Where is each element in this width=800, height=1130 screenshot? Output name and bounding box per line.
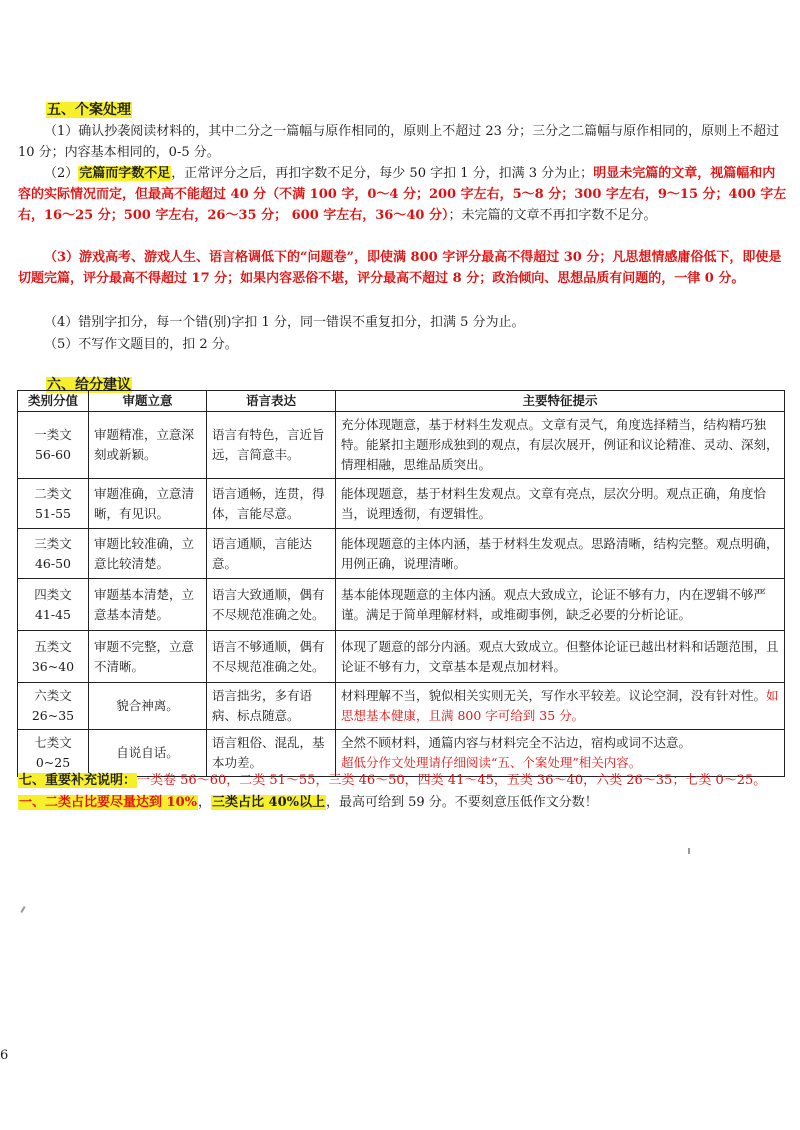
- header-theme: 审题立意: [89, 391, 207, 412]
- cell-theme: 审题比较准确，立意比较清楚。: [89, 529, 207, 579]
- cell-language: 语言拙劣，多有语病、标点随意。: [207, 683, 336, 730]
- category-name: 一类文: [34, 427, 72, 442]
- category-score: 46-50: [34, 555, 72, 571]
- cell-category: [18, 579, 89, 631]
- feature-note: 如思想基本健康，且满 800 字可给到 35 分。: [341, 688, 779, 723]
- cell-theme: 审题不完整，立意不清晰。: [89, 631, 207, 683]
- category-score: 56-60: [34, 447, 72, 462]
- feature-text: 材料理解不当，貌似相关实则无关，写作水平较差。议论空洞，没有针对性。: [341, 688, 767, 703]
- feature-text: 全然不顾材料，通篇内容与材料完全不沾边，宿构或词不达意。: [341, 735, 692, 750]
- section7-highlight-1: 一、二类占比要尽量达到 10%: [19, 795, 197, 810]
- section5-heading: [46, 99, 132, 119]
- table-row: [18, 631, 785, 683]
- cell-category: [18, 529, 89, 579]
- cell-theme: 自说自话。: [89, 730, 207, 777]
- section5-item-5: （5）不写作文题目的，扣 2 分。: [44, 337, 238, 352]
- category-name: 七类文: [34, 735, 72, 750]
- table-header-row: [18, 391, 785, 412]
- cell-language: 语言有特色，言近旨远，言简意丰。: [207, 412, 336, 479]
- category-name: 五类文: [34, 638, 72, 654]
- cell-language: 语言粗俗、混乱，基本功差。: [207, 730, 336, 777]
- cell-features: [336, 412, 785, 479]
- section6-heading-text: 六、给分建议: [47, 377, 131, 393]
- header-features: 主要特征提示: [336, 391, 785, 412]
- feature-text: 能体现题意，基于材料生发观点。文章有亮点，层次分明。观点正确，角度恰当，说理透彻，有逻辑性。: [341, 485, 767, 521]
- feature-text: 能体现题意的主体内涵，基于材料生发观点。思路清晰，结构完整。观点明确，用例正确，说理清晰。: [341, 535, 779, 571]
- header-language: 语言表达: [207, 391, 336, 412]
- scan-speck: [688, 848, 690, 854]
- cell-category: [18, 683, 89, 730]
- section7-red-text: 一类卷 56～60，二类 51～55，三类 46～50，四类 41～45，五类 36～40，六类 26～35；七类 0～25。: [137, 773, 767, 788]
- section7-highlight-2: 三类占比 40%以上: [212, 795, 325, 810]
- section5-heading-text: 五、个案处理: [47, 102, 131, 118]
- cell-theme: 貌合神离。: [89, 683, 207, 730]
- cell-features: [336, 579, 785, 631]
- category-score: 51-55: [34, 505, 72, 521]
- feature-text: 体现了题意的部分内涵。观点大致成立。但整体论证已越出材料和话题范围，且论证不够有力，文章基本是观点加材料。: [341, 638, 779, 674]
- section5-item-1: （1）确认抄袭阅读材料的，其中二分之一篇幅与原作相同的，原则上不超过 23 分；三分之二篇幅与原作相同的，原则上不超过 10 分；内容基本相同的，0-5 分。: [18, 124, 780, 160]
- cell-category: [18, 479, 89, 529]
- scan-speck: [20, 906, 25, 913]
- category-score: 36~40: [31, 658, 75, 674]
- section7-sep: ，: [197, 795, 211, 810]
- cell-features: [336, 683, 785, 730]
- category-score: 0~25: [35, 755, 71, 770]
- category-name: 二类文: [34, 485, 72, 501]
- page-number: 6: [0, 1048, 9, 1063]
- category-name: 六类文: [34, 688, 72, 703]
- item2-red-text: 明显未完篇的文章，视篇幅和内容的实际情况而定，但最高不能超过 40 分（不满 100 字，0～4 分；200 字左右，5～8 分；300 字左右，9～15 分；400 字左右，16～25 分；500 字左右，26～35 分； 600 字左右，36～40 分）: [18, 166, 787, 223]
- section7-heading: 七、重要补充说明：: [19, 773, 137, 788]
- cell-theme: 审题准确，立意清晰，有见识。: [89, 479, 207, 529]
- item2-highlight: 完篇而字数不足: [79, 166, 171, 181]
- header-category: 类别分值: [18, 391, 89, 412]
- cell-theme: 审题基本清楚，立意基本清楚。: [89, 579, 207, 631]
- cell-theme: 审题精准，立意深刻或新颖。: [89, 412, 207, 479]
- item2-tail: ；未完篇的文章不再扣字数不足分。: [448, 208, 657, 223]
- section5-item-3: （3）游戏高考、游戏人生、语言格调低下的“问题卷”，即使满 800 字评分最高不得超过 30 分；凡思想情感庸俗低下，即使是切题完篇，评分最高不得超过 17 分；如果内容恶俗不堪，评分最高不超过 8 分；政治倾向、思想品质有问题的，一律 0 分。: [18, 250, 782, 286]
- table-row: [18, 579, 785, 631]
- section7-tail: ，最高可给到 59 分。不要刻意压低作文分数！: [325, 795, 598, 810]
- category-score: 26~35: [31, 708, 75, 723]
- item2-rest: ，正常评分之后，再扣字数不足分，每少 50 字扣 1 分，扣满 3 分为止；: [171, 166, 594, 181]
- category-name: 四类文: [34, 586, 72, 602]
- cell-category: [18, 412, 89, 479]
- cell-features: [336, 479, 785, 529]
- cell-language: 语言不够通顺，偶有不尽规范准确之处。: [207, 631, 336, 683]
- cell-category: [18, 631, 89, 683]
- section5-item-2: [18, 163, 788, 226]
- cell-language: 语言大致通顺，偶有不尽规范准确之处。: [207, 579, 336, 631]
- table-row: [18, 529, 785, 579]
- table-row: [18, 479, 785, 529]
- category-name: 三类文: [34, 535, 72, 551]
- cell-language: 语言通顺，言能达意。: [207, 529, 336, 579]
- cell-features: [336, 631, 785, 683]
- category-score: 41-45: [34, 606, 72, 622]
- table-row: [18, 683, 785, 730]
- section5-item-4: （4）错别字扣分，每一个错(别)字扣 1 分，同一错误不重复扣分，扣满 5 分为止。: [44, 315, 525, 330]
- feature-note: 超低分作文处理请仔细阅读“五、个案处理”相关内容。: [341, 755, 642, 770]
- cell-language: 语言通畅，连贯，得体，言能尽意。: [207, 479, 336, 529]
- section7: [18, 770, 790, 814]
- cell-features: [336, 529, 785, 579]
- feature-text: 基本能体现题意的主体内涵。观点大致成立，论证不够有力，内在逻辑不够严谨。满足于简单理解材料，或堆砌事例，缺乏必要的分析论证。: [341, 586, 767, 622]
- item2-lead: （2）: [44, 166, 79, 181]
- feature-text: 充分体现题意，基于材料生发观点。文章有灵气，角度选择精当，结构精巧独特。能紧扣主题形成独到的观点，有层次展开，例证和议论精准、灵动、深刻，情理相融，思维品质突出。: [341, 417, 779, 472]
- grading-table: [17, 390, 785, 777]
- table-row: [18, 412, 785, 479]
